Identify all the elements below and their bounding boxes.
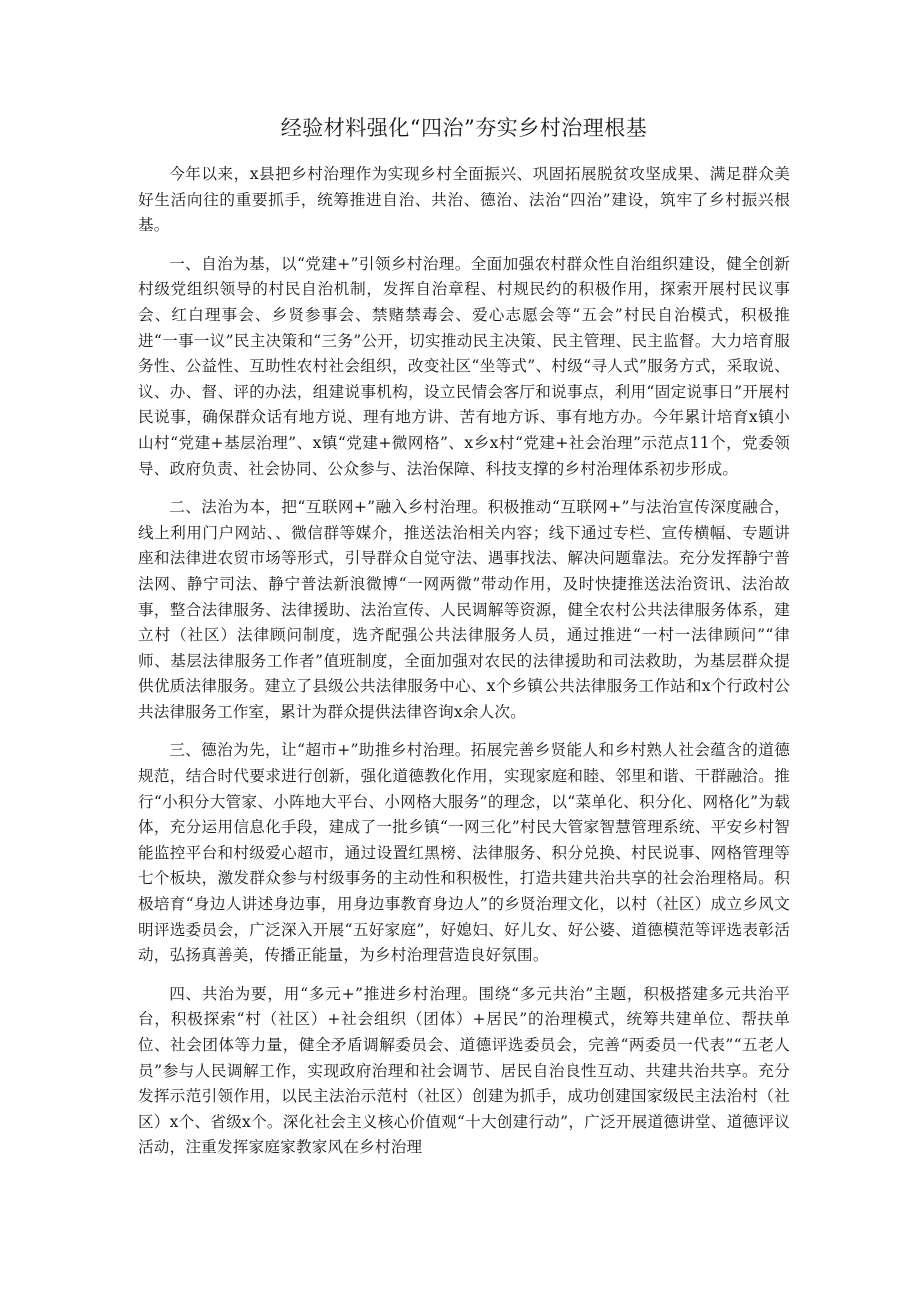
paragraph-co-governance: 四、共治为要，用“多元+”推进乡村治理。围绕“多元共治”主题，积极搭建多元共治平台，积极探索“村（社区）+社会组织（团体）+居民”的治理模式，统筹共建单位、帮扶单位、社会团体等力量，健全矛盾调解委员会、道德评选委员会，完善“两委员一代表”“五老人员”参与人民调解工作，实现政府治理和社会调节、居民自治良性互动、共建共治共享。充分发挥示范引领作用，以民主法治示范村（社区）创建为抓手，成功创建国家级民主法治村（社区）x个、省级x个。深化社会主义核心价值观“十大创建行动”，广泛开展道德讲堂、道德评议活动，注重发挥家庭家教家风在乡村治理 <box>138 984 790 1157</box>
paragraph-rule-of-virtue: 三、德治为先，让“超市+”助推乡村治理。拓展完善乡贤能人和乡村熟人社会蕴含的道德规范，结合时代要求进行创新，强化道德教化作用，实现家庭和睦、邻里和谐、干群融洽。推行“小积分大管家、小阵地大平台、小网格大服务”的理念，以“菜单化、积分化、网格化”为载体，充分运用信息化手段，建成了一批乡镇“一网三化”村民大管家智慧管理系统、平安乡村智能监控平台和村级爱心超市，通过设置红黑榜、法律服务、积分兑换、村民说事、网格管理等七个板块，激发群众参与村级事务的主动性和积极性，打造共建共治共享的社会治理格局。积极培育“身边人讲述身边事，用身边事教育身边人”的乡贤治理文化，以村（社区）成立乡风文明评选委员会，广泛深入开展“五好家庭”，好媳妇、好儿女、好公婆、道德模范等评选表彰活动，弘扬真善美，传播正能量，为乡村治理营造良好氛围。 <box>138 741 790 965</box>
paragraph-intro: 今年以来，x县把乡村治理作为实现乡村全面振兴、巩固拓展脱贫攻坚成果、满足群众美好生活向往的重要抓手，统筹推进自治、共治、德治、法治“四治”建设，筑牢了乡村振兴根基。 <box>138 165 790 235</box>
paragraph-self-governance: 一、自治为基，以“党建+”引领乡村治理。全面加强农村群众性自治组织建设，健全创新村级党组织领导的村民自治机制，发挥自治章程、村规民约的积极作用，探索开展村民议事会、红白理事会、乡贤参事会、禁赌禁毒会、爱心志愿会等“五会”村民自治模式，积极推进“一事一议”民主决策和“三务”公开，切实推动民主决策、民主管理、民主监督。大力培育服务性、公益性、互助性农村社会组织，改变社区“坐等式”、村级“寻人式”服务方式，采取说、议、办、督、评的办法，组建说事机构，设立民情会客厅和说事点，利用“固定说事日”开展村民说事，确保群众话有地方说、理有地方讲、苦有地方诉、事有地方办。今年累计培育x镇小山村“党建+基层治理”、x镇“党建+微网格”、x乡x村“党建+社会治理”示范点11个，党委领导、政府负责、社会协同、公众参与、法治保障、科技支撑的乡村治理体系初步形成。 <box>138 254 790 478</box>
document-title: 经验材料强化“四治”夯实乡村治理根基 <box>280 116 648 140</box>
paragraph-rule-of-law: 二、法治为本，把“互联网+”融入乡村治理。积极推动“互联网+”与法治宣传深度融合，线上利用门户网站、、微信群等媒介，推送法治相关内容；线下通过专栏、宣传横幅、专题讲座和法律进农贸市场等形式，引导群众自觉守法、遇事找法、解决问题靠法。充分发挥静宁普法网、静宁司法、静宁普法新浪微博“一网两微”带动作用，及时快捷推送法治资讯、法治故事，整合法律服务、法律援助、法治宣传、人民调解等资源，健全农村公共法律服务体系，建立村（社区）法律顾问制度，选齐配强公共法律服务人员，通过推进“一村一法律顾问”“律师、基层法律服务工作者”值班制度，全面加强对农民的法律援助和司法救助，为基层群众提供优质法律服务。建立了县级公共法律服务中心、x个乡镇公共法律服务工作站和x个行政村公共法律服务工作室，累计为群众提供法律咨询x余人次。 <box>138 498 790 721</box>
document-page <box>138 112 790 1174</box>
